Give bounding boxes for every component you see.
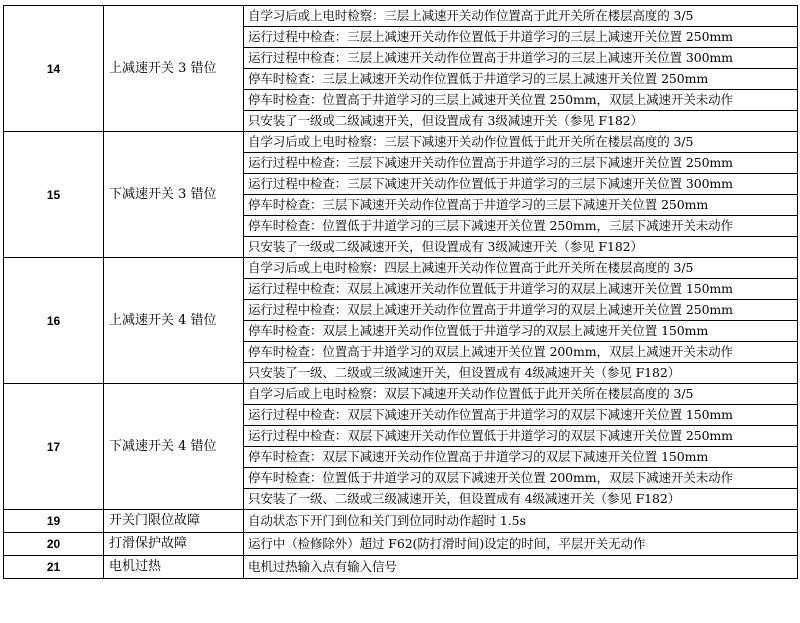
fault-detail: 只安装了一级或二级减速开关，但设置成有 3级减速开关（参见 F182） (244, 111, 798, 132)
fault-name: 下减速开关 3 错位 (104, 132, 244, 258)
fault-detail: 停车时检查：双层上减速开关动作位置低于井道学习的双层上减速开关位置 150mm (244, 321, 798, 342)
fault-detail: 运行过程中检查：双层下减速开关动作位置高于井道学习的双层下减速开关位置 150mm (244, 405, 798, 426)
fault-name: 上减速开关 4 错位 (104, 258, 244, 384)
fault-number: 21 (4, 556, 104, 579)
fault-name: 上减速开关 3 错位 (104, 6, 244, 132)
fault-name: 打滑保护故障 (104, 533, 244, 556)
fault-table-body (4, 6, 798, 579)
fault-code-table (3, 5, 798, 579)
fault-number: 16 (4, 258, 104, 384)
fault-detail: 电机过热输入点有输入信号 (244, 556, 798, 579)
fault-detail: 运行过程中检查：双层下减速开关动作位置低于井道学习的双层下减速开关位置 250mm (244, 426, 798, 447)
fault-name: 开关门限位故障 (104, 510, 244, 533)
fault-detail: 自学习后或上电时检察：三层下减速开关动作位置低于此开关所在楼层高度的 3/5 (244, 132, 798, 153)
fault-number: 15 (4, 132, 104, 258)
fault-detail: 停车时检查：三层上减速开关动作位置低于井道学习的三层上减速开关位置 250mm (244, 69, 798, 90)
table-row (4, 510, 798, 533)
fault-number: 20 (4, 533, 104, 556)
fault-detail: 自动状态下开门到位和关门到位同时动作超时 1.5s (244, 510, 798, 533)
table-row (4, 533, 798, 556)
fault-detail: 停车时检查：三层下减速开关动作位置高于井道学习的三层下减速开关位置 250mm (244, 195, 798, 216)
fault-detail: 只安装了一级、二级或三级减速开关，但设置成有 4级减速开关（参见 F182） (244, 363, 798, 384)
fault-detail: 运行过程中检查：三层下减速开关动作位置高于井道学习的三层下减速开关位置 250mm (244, 153, 798, 174)
fault-detail: 只安装了一级或二级减速开关，但设置成有 3级减速开关（参见 F182） (244, 237, 798, 258)
fault-detail: 运行过程中检查：三层上减速开关动作位置高于井道学习的三层上减速开关位置 300mm (244, 48, 798, 69)
fault-detail: 停车时检查：位置高于井道学习的三层上减速开关位置 250mm，双层上减速开关未动作 (244, 90, 798, 111)
fault-detail: 自学习后或上电时检察：四层上减速开关动作位置高于此开关所在楼层高度的 3/5 (244, 258, 798, 279)
fault-number: 17 (4, 384, 104, 510)
fault-name: 下减速开关 4 错位 (104, 384, 244, 510)
fault-detail: 运行过程中检查：三层下减速开关动作位置低于井道学习的三层下减速开关位置 300mm (244, 174, 798, 195)
fault-detail: 运行中（检修除外）超过 F62(防打滑时间)设定的时间，平层开关无动作 (244, 533, 798, 556)
fault-detail: 停车时检查：位置高于井道学习的双层上减速开关位置 200mm，双层上减速开关未动作 (244, 342, 798, 363)
fault-number: 14 (4, 6, 104, 132)
fault-detail: 停车时检查：位置低于井道学习的双层下减速开关位置 200mm，双层下减速开关未动作 (244, 468, 798, 489)
table-row (4, 556, 798, 579)
fault-detail: 运行过程中检查：双层上减速开关动作位置高于井道学习的双层上减速开关位置 250mm (244, 300, 798, 321)
table-row (4, 258, 798, 279)
table-row (4, 384, 798, 405)
fault-detail: 自学习后或上电时检察：双层下减速开关动作位置低于此开关所在楼层高度的 3/5 (244, 384, 798, 405)
fault-number: 19 (4, 510, 104, 533)
fault-detail: 运行过程中检查：三层上减速开关动作位置低于井道学习的三层上减速开关位置 250mm (244, 27, 798, 48)
fault-detail: 运行过程中检查：双层上减速开关动作位置低于井道学习的双层上减速开关位置 150mm (244, 279, 798, 300)
fault-detail: 只安装了一级、二级或三级减速开关，但设置成有 4级减速开关（参见 F182） (244, 489, 798, 510)
fault-detail: 停车时检查：双层下减速开关动作位置高于井道学习的双层下减速开关位置 150mm (244, 447, 798, 468)
fault-detail: 停车时检查：位置低于井道学习的三层下减速开关位置 250mm，三层下减速开关未动作 (244, 216, 798, 237)
table-row (4, 132, 798, 153)
table-row (4, 6, 798, 27)
fault-name: 电机过热 (104, 556, 244, 579)
fault-detail: 自学习后或上电时检察：三层上减速开关动作位置高于此开关所在楼层高度的 3/5 (244, 6, 798, 27)
